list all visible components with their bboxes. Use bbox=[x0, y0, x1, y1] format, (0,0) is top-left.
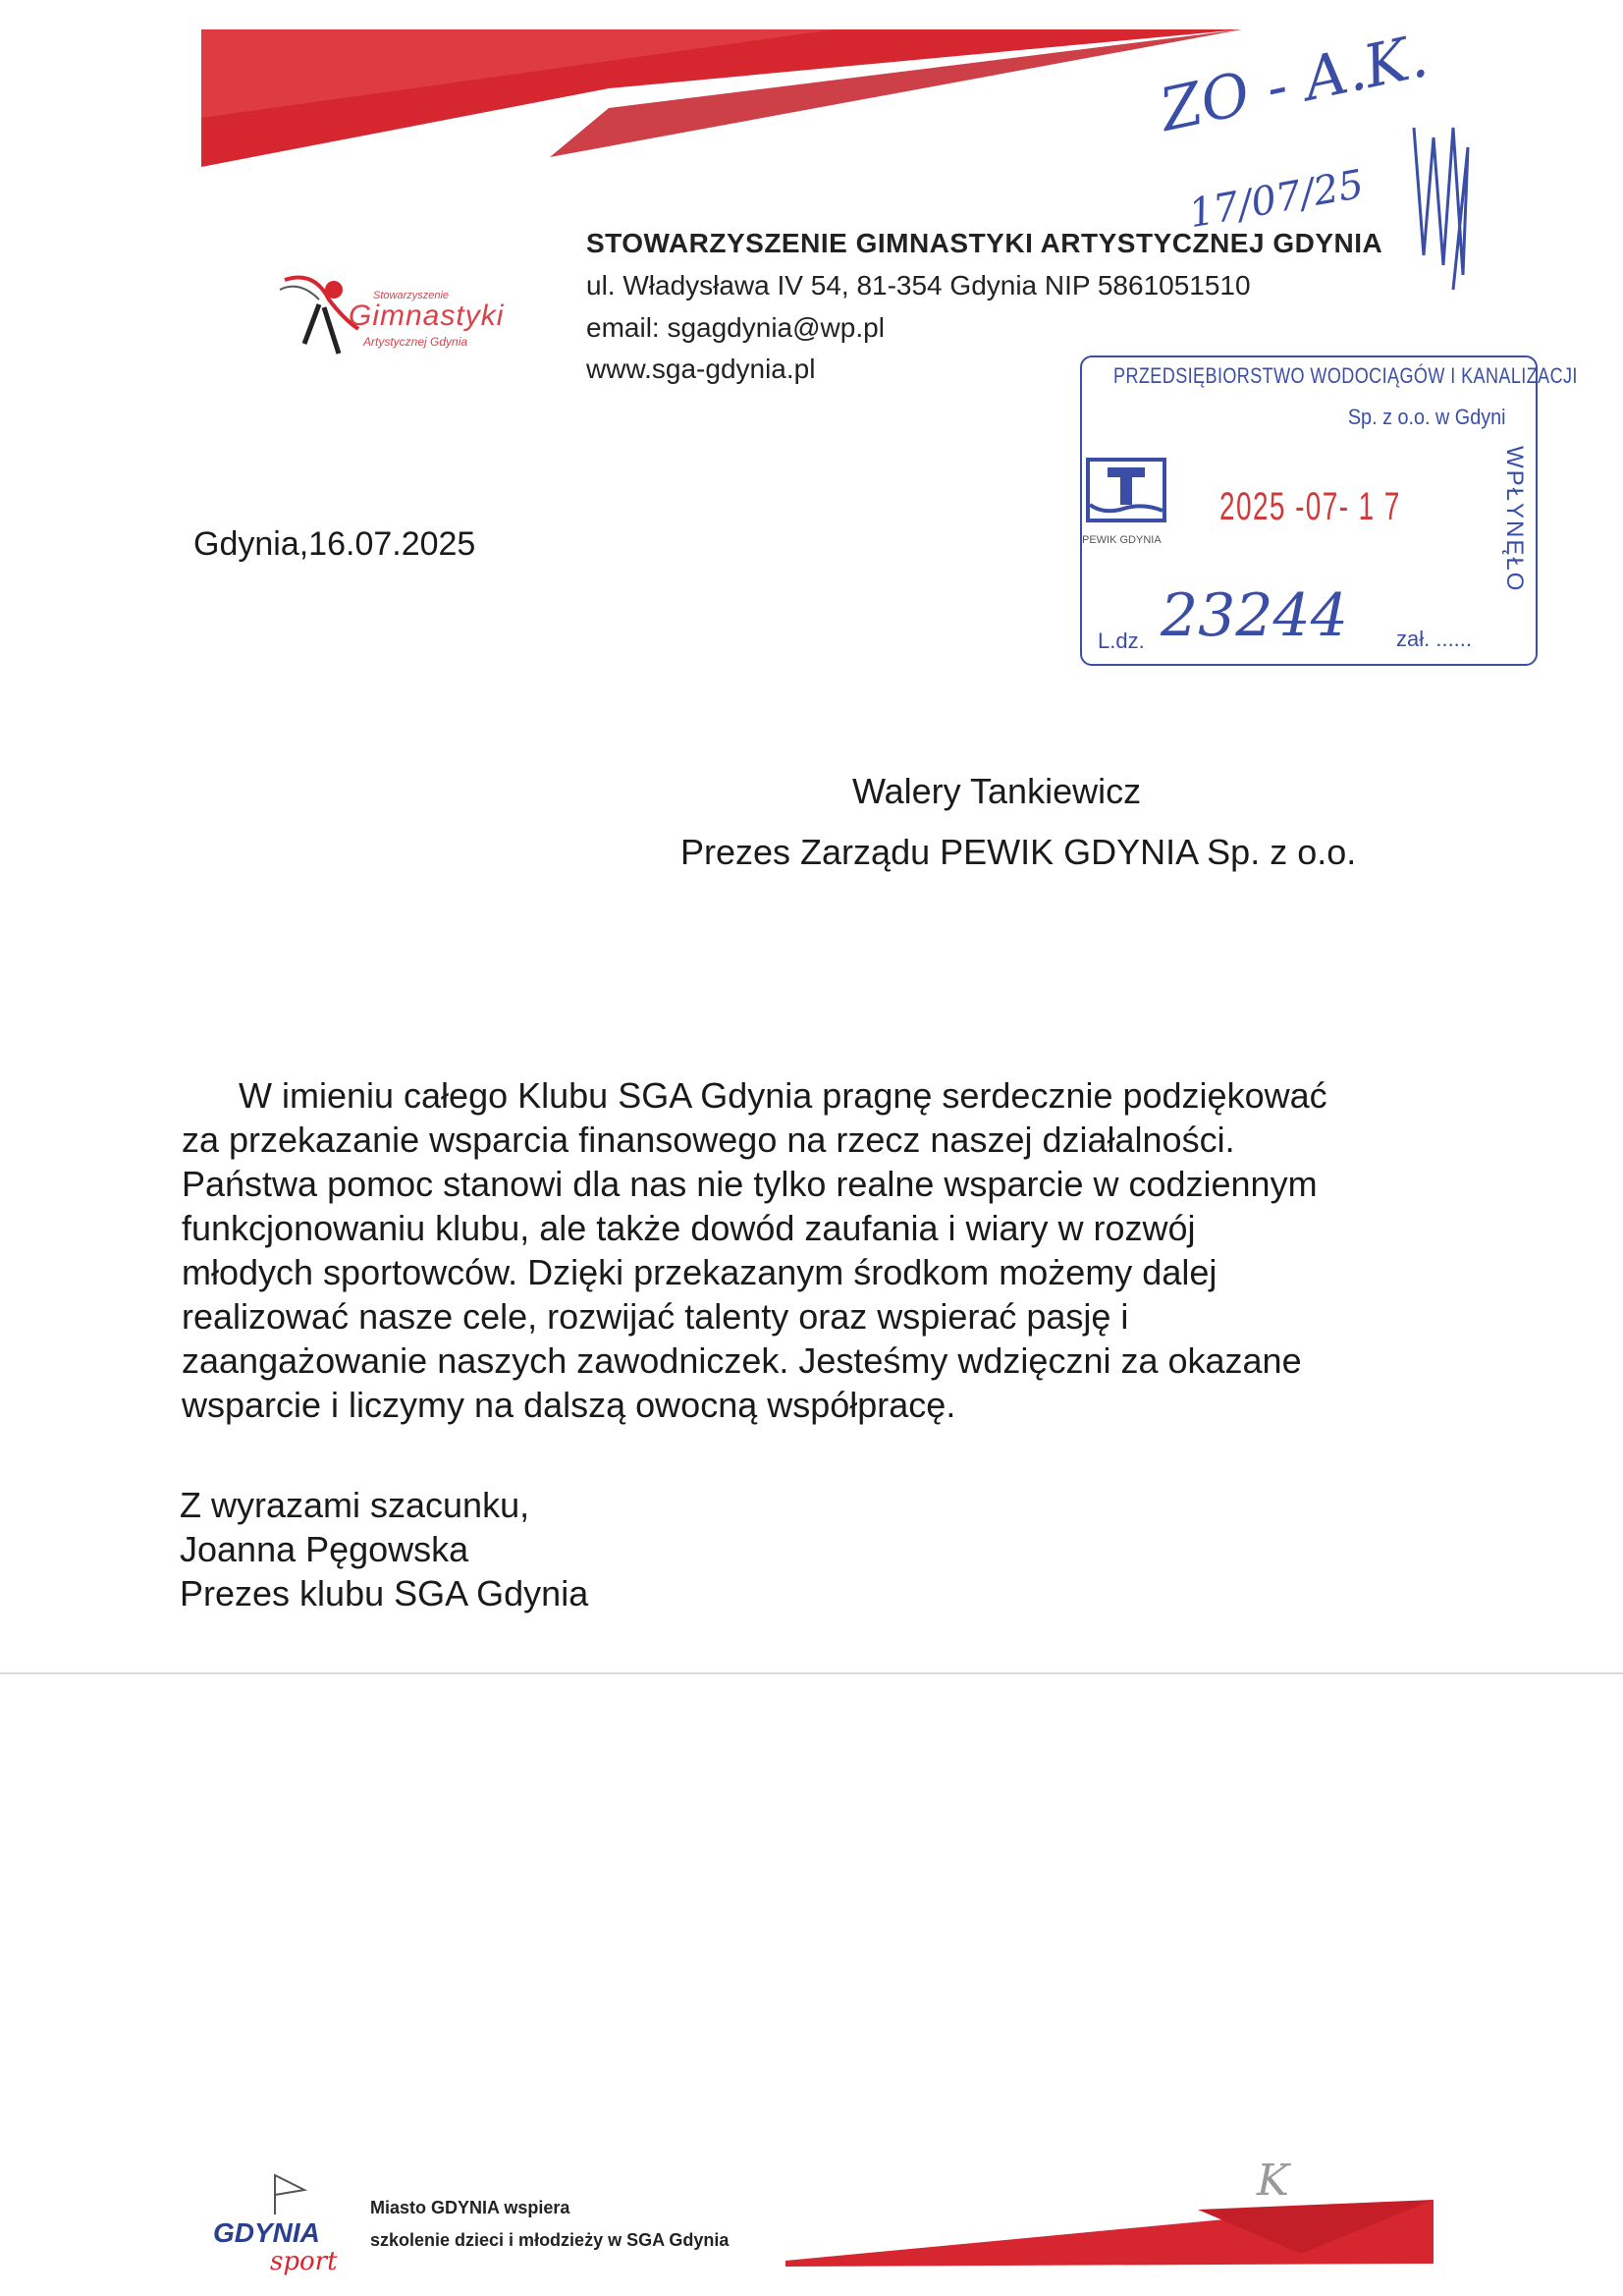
organization-email: email: sgagdynia@wp.pl bbox=[586, 312, 885, 343]
body-line: za przekazanie wsparcia finansowego na rzecz naszej działalności. bbox=[182, 1120, 1235, 1160]
stamp-logo-caption: PEWIK GDYNIA bbox=[1082, 534, 1162, 546]
handwritten-date: 17/07/25 bbox=[1185, 161, 1368, 238]
footer-line1: Miasto GDYNIA wspiera bbox=[370, 2198, 570, 2217]
received-stamp bbox=[1080, 355, 1578, 666]
gdynia-logo-sub: sport bbox=[270, 2247, 338, 2276]
recipient-name: Walery Tankiewicz bbox=[852, 771, 1142, 811]
page-divider bbox=[0, 1672, 1623, 1674]
body-line: wsparcie i liczymy na dalszą owocną współpracę. bbox=[182, 1385, 956, 1425]
bottom-red-band bbox=[766, 2170, 1453, 2278]
signatory-title: Prezes klubu SGA Gdynia bbox=[180, 1573, 589, 1613]
logo-text-line3: Artystycznej Gdynia bbox=[363, 335, 468, 349]
body-line: funkcjonowaniu klubu, ale także dowód zaufania i wiary w rozwój bbox=[182, 1208, 1196, 1248]
body-line: zaangażowanie naszych zawodniczek. Jesteśmy wdzięczni za okazane bbox=[182, 1340, 1302, 1381]
organization-address: ul. Władysława IV 54, 81-354 Gdynia NIP 5861051510 bbox=[586, 270, 1251, 301]
organization-name: STOWARZYSZENIE GIMNASTYKI ARTYSTYCZNEJ GDYNIA bbox=[586, 228, 1383, 258]
footer-sponsor-text bbox=[370, 2192, 729, 2257]
stamp-company-name: PRZEDSIĘBIORSTWO WODOCIĄGÓW I KANALIZACJI bbox=[1113, 363, 1578, 388]
sail-icon bbox=[265, 2170, 314, 2219]
gdynia-logo-word: GDYNIA bbox=[213, 2217, 320, 2248]
stamp-company-suffix: Sp. z o.o. w Gdyni bbox=[1348, 405, 1506, 429]
body-line: realizować nasze cele, rozwijać talenty oraz wspierać pasję i bbox=[182, 1296, 1129, 1337]
body-line: W imieniu całego Klubu SGA Gdynia pragnę serdecznie podziękować bbox=[239, 1075, 1327, 1116]
stamp-date: 2025 -07- 1 7 bbox=[1219, 485, 1401, 528]
letter-date: Gdynia,16.07.2025 bbox=[193, 525, 476, 563]
recipient-title: Prezes Zarządu PEWIK GDYNIA Sp. z o.o. bbox=[680, 832, 1357, 872]
gdynia-sport-logo bbox=[211, 2170, 358, 2278]
logo-text-line1: Stowarzyszenie bbox=[373, 290, 450, 301]
pewik-logo-icon bbox=[1084, 456, 1168, 528]
stamp-received-label: WPŁYNĘŁO bbox=[1501, 446, 1528, 593]
letter-closing bbox=[180, 1483, 588, 1615]
body-line: Państwa pomoc stanowi dla nas nie tylko realne wsparcie w codziennym bbox=[182, 1164, 1318, 1204]
organization-website: www.sga-gdynia.pl bbox=[586, 354, 816, 384]
handwritten-note: ZO - A.K. bbox=[1154, 22, 1434, 145]
closing-salutation: Z wyrazami szacunku, bbox=[180, 1485, 530, 1525]
footer-line2: szkolenie dzieci i młodzieży w SGA Gdynia bbox=[370, 2230, 730, 2250]
logo-text-line2: Gimnastyki bbox=[349, 300, 505, 332]
handwritten-signature bbox=[1394, 108, 1483, 295]
letter-body bbox=[182, 1073, 1458, 1427]
organization-logo bbox=[275, 260, 530, 368]
stamp-ldz-number: 23244 bbox=[1161, 581, 1348, 650]
handwritten-initial: K bbox=[1257, 2156, 1289, 2206]
signatory-name: Joanna Pęgowska bbox=[180, 1529, 469, 1569]
body-line: młodych sportowców. Dzięki przekazanym środkom możemy dalej bbox=[182, 1252, 1217, 1292]
stamp-ldz-label: L.dz. bbox=[1098, 629, 1145, 653]
stamp-zal-label: zał. ...... bbox=[1396, 627, 1473, 651]
